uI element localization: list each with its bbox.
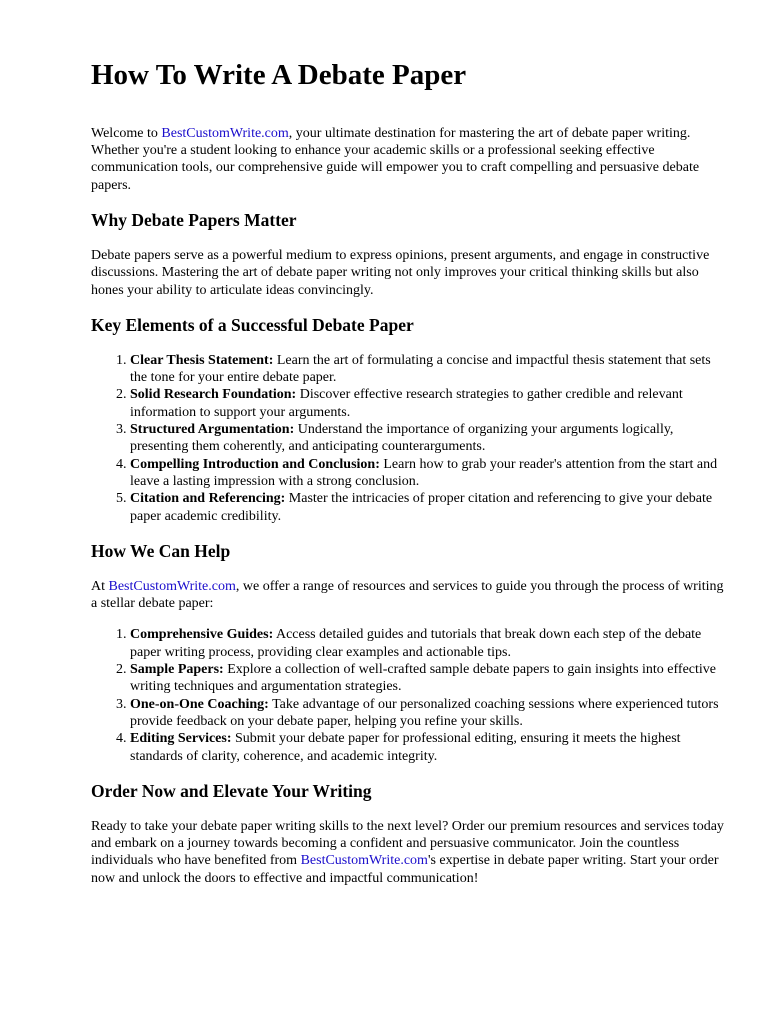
help-text-start: At — [91, 578, 109, 594]
list-item-term: Comprehensive Guides: — [130, 627, 274, 643]
list-item-term: One-on-One Coaching: — [130, 696, 269, 712]
list-item-text: Understand the importance of organizing your arguments logically, presenting them coherently, and anticipating counterarguments. — [130, 422, 674, 455]
help-text-end: , we offer a range of resources and services to guide you through the process of writing a stellar debate paper: — [91, 578, 724, 612]
help-heading: How We Can Help — [91, 540, 231, 561]
list-item-text: Take advantage of our personalized coaching sessions where experienced tutors provide feedback on your debate paper, helping you refine your skills. — [130, 696, 719, 729]
list-item — [130, 661, 724, 696]
list-item — [130, 730, 724, 765]
list-item-term: Sample Papers: — [130, 662, 224, 678]
list-item — [130, 696, 724, 731]
why-heading: Why Debate Papers Matter — [91, 209, 297, 230]
list-item — [130, 386, 724, 421]
intro-text-start: Welcome to — [91, 125, 162, 141]
list-item-term: Solid Research Foundation: — [130, 387, 297, 403]
list-item-text: Discover effective research strategies to gather credible and relevant information to support your arguments. — [130, 387, 683, 420]
why-paragraph: Debate papers serve as a powerful medium to express opinions, present arguments, and engage in constructive discussions. Mastering the art of debate paper writing not only improves your critical thinking skills but also hones your ability to articulate ideas convincingly. — [91, 247, 710, 298]
elements-list — [91, 352, 724, 525]
order-heading: Order Now and Elevate Your Writing — [91, 780, 372, 801]
list-item — [130, 490, 724, 525]
help-paragraph — [91, 578, 724, 613]
list-item-term: Citation and Referencing: — [130, 491, 286, 507]
list-item — [130, 456, 724, 491]
site-link[interactable]: BestCustomWrite.com — [161, 125, 289, 141]
list-item — [130, 352, 724, 387]
list-item-text: Master the intricacies of proper citation and referencing to give your debate paper academic credibility. — [130, 491, 713, 524]
list-item-term: Editing Services: — [130, 731, 232, 747]
list-item — [130, 626, 724, 661]
intro-paragraph — [91, 125, 724, 194]
list-item-text: Submit your debate paper for professional editing, ensuring it meets the highest standards of clarity, coherence, and academic integrity. — [130, 731, 681, 764]
list-item — [130, 421, 724, 456]
intro-text-end: , your ultimate destination for mastering the art of debate paper writing. Whether you're a student looking to enhance your academic skills or a professional seeking effective communication tools, our comprehensive guide will empower you to craft compelling and persuasive debate papers. — [91, 125, 700, 193]
site-link[interactable]: BestCustomWrite.com — [300, 853, 428, 869]
list-item-text: Learn how to grab your reader's attention from the start and leave a lasting impression with a strong conclusion. — [130, 456, 718, 489]
list-item-term: Compelling Introduction and Conclusion: — [130, 456, 380, 472]
order-text-start: Ready to take your debate paper writing skills to the next level? Order our premium resources and services today and embark on a journey towards becoming a confident and persuasive communicator. Join the countless individuals who have benefited from — [91, 818, 724, 869]
order-paragraph — [91, 818, 724, 887]
list-item-term: Structured Argumentation: — [130, 422, 295, 438]
page-title: How To Write A Debate Paper — [91, 59, 467, 91]
help-list — [91, 626, 724, 764]
elements-heading: Key Elements of a Successful Debate Paper — [91, 314, 414, 335]
list-item-text: Learn the art of formulating a concise and impactful thesis statement that sets the tone for your entire debate paper. — [130, 352, 711, 386]
site-link[interactable]: BestCustomWrite.com — [108, 578, 236, 594]
list-item-term: Clear Thesis Statement: — [130, 352, 274, 368]
list-item-text: Access detailed guides and tutorials that break down each step of the debate paper writing process, providing clear examples and actionable tips. — [130, 627, 702, 660]
order-text-end: 's expertise in debate paper writing. Start your order now and unlock the doors to effective and impactful communication! — [91, 853, 719, 886]
list-item-text: Explore a collection of well-crafted sample debate papers to gain insights into effective writing techniques and argumentation strategies. — [130, 662, 717, 695]
